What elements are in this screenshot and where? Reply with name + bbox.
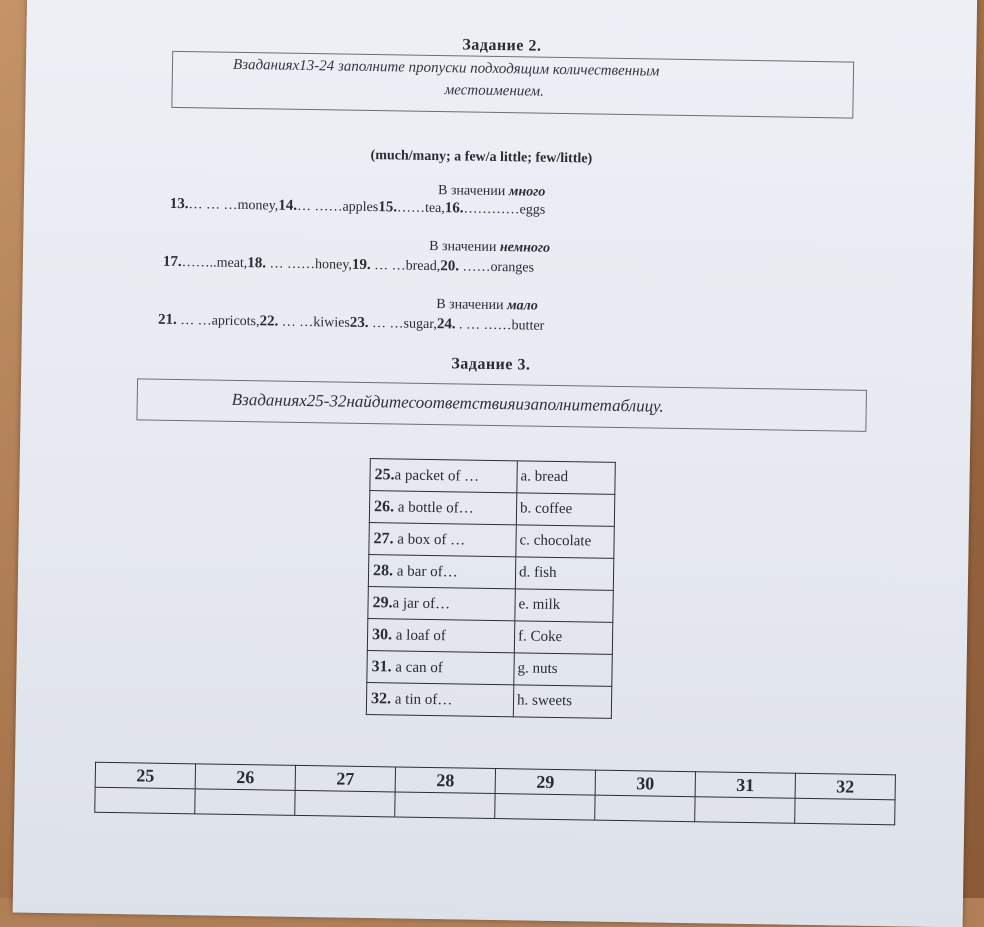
answer-blank[interactable]: … … …	[188, 197, 238, 213]
item-word: kiwies	[313, 315, 350, 331]
right-cell: c. chocolate	[516, 525, 614, 559]
right-cell: h. sweets	[513, 685, 611, 719]
answer-header: 26	[195, 764, 295, 791]
item-word: apples	[342, 199, 379, 216]
right-cell: d. fish	[515, 557, 613, 591]
answer-cell[interactable]	[695, 797, 795, 824]
answer-blank[interactable]: … …	[374, 258, 406, 274]
section-label-prefix: В значении	[437, 183, 506, 200]
left-cell	[368, 555, 515, 589]
task3-instruction: Взаданиях25-32найдитесоответствияизаполнитетаблицу.	[231, 389, 664, 416]
table-row	[366, 683, 611, 719]
right-cell: f. Coke	[514, 621, 612, 655]
answer-cell[interactable]	[395, 792, 495, 819]
item-word: tea,	[424, 200, 445, 217]
row-phrase: a tin of…	[390, 690, 453, 708]
section-label-much	[438, 183, 546, 201]
row-phrase: a bar of…	[392, 562, 458, 580]
table-row	[369, 491, 614, 527]
table-row	[370, 459, 615, 495]
item-number: 24.	[436, 316, 456, 333]
answer-blank[interactable]: . … ……	[458, 317, 512, 334]
answer-header: 32	[795, 773, 895, 800]
row-phrase: a bottle of…	[393, 498, 474, 517]
section-label-word: мало	[506, 298, 538, 314]
table-row	[368, 587, 613, 623]
row-phrase: a can of	[391, 658, 443, 676]
worksheet-page	[13, 0, 978, 927]
task3-instruction-box	[136, 378, 867, 431]
answer-blank[interactable]: … …	[281, 314, 314, 331]
row-number: 28.	[372, 561, 394, 579]
left-cell	[366, 683, 513, 717]
task2-instruction-line2: местоимением.	[444, 82, 545, 100]
section-label-word: много	[508, 184, 546, 200]
row-number: 31.	[371, 657, 392, 675]
item-word: honey,	[314, 257, 353, 273]
task2-options: (much/many; a few/a little; few/little)	[370, 148, 593, 167]
item-word: butter	[511, 318, 545, 334]
item-word: bread,	[405, 258, 441, 275]
answer-blank[interactable]: … …	[180, 313, 212, 329]
item-number: 15.	[378, 199, 398, 216]
answer-header: 29	[495, 769, 595, 796]
item-number: 17.	[162, 253, 182, 271]
item-number: 18.	[247, 255, 267, 272]
row-number: 26.	[373, 497, 395, 515]
table-row	[368, 555, 613, 591]
row-number: 25.	[374, 465, 395, 483]
left-cell	[368, 587, 515, 621]
item-number: 13.	[169, 195, 189, 213]
answer-header: 25	[95, 762, 195, 789]
matching-table	[366, 458, 616, 719]
section-label-prefix: В значении	[429, 238, 497, 255]
task2-instruction-box	[171, 51, 854, 119]
answer-blank[interactable]: … …	[371, 316, 404, 332]
exercise-line-17-20	[163, 254, 534, 277]
left-cell	[369, 491, 516, 525]
item-word: apricots,	[211, 313, 260, 330]
row-phrase: a packet of …	[394, 466, 480, 485]
exercise-line-21-24	[158, 312, 545, 335]
task3-title: Задание 3.	[451, 355, 531, 374]
row-phrase: a loaf of	[391, 626, 446, 644]
left-cell	[367, 619, 514, 653]
item-word: meat,	[216, 255, 248, 272]
section-label-a-little	[429, 239, 550, 257]
row-number: 29.	[372, 593, 393, 611]
item-number: 23.	[349, 314, 369, 331]
answer-blank[interactable]: ……	[396, 200, 426, 216]
answer-header: 27	[295, 765, 395, 792]
answer-cell[interactable]	[195, 789, 295, 816]
item-word: eggs	[519, 202, 546, 218]
answer-cell[interactable]	[295, 790, 395, 817]
answer-cell[interactable]	[595, 795, 695, 822]
answer-blank[interactable]: … ……	[296, 198, 343, 215]
item-word: money,	[237, 197, 279, 214]
right-cell: b. coffee	[516, 493, 614, 527]
answer-blank[interactable]: ……	[462, 259, 491, 275]
item-number: 20.	[440, 258, 460, 275]
item-number: 14.	[278, 197, 298, 214]
row-number: 27.	[373, 529, 394, 547]
table-row	[367, 619, 612, 655]
row-phrase: a jar of…	[392, 594, 451, 612]
task2-title: Задание 2.	[462, 36, 542, 55]
section-label-prefix: В значении	[436, 297, 504, 314]
answer-blank[interactable]: ……..	[181, 255, 217, 271]
row-number: 30.	[371, 625, 393, 643]
table-row	[369, 523, 614, 559]
row-number: 32.	[370, 689, 392, 707]
answer-header: 28	[395, 767, 495, 794]
item-number: 16.	[444, 200, 464, 217]
left-cell	[367, 651, 514, 685]
left-cell	[370, 459, 517, 493]
left-cell	[369, 523, 516, 557]
row-phrase: a box of …	[393, 530, 466, 549]
answer-grid	[94, 762, 896, 826]
item-word: sugar,	[403, 316, 437, 333]
right-cell: a. bread	[517, 461, 615, 495]
answer-cell[interactable]	[95, 787, 195, 814]
answer-header: 31	[695, 772, 795, 799]
right-cell: g. nuts	[514, 653, 612, 687]
answer-cell[interactable]	[795, 798, 895, 825]
answer-blank[interactable]: …………	[463, 201, 520, 218]
section-label-few	[436, 297, 538, 315]
table-row	[367, 651, 612, 687]
answer-cell[interactable]	[495, 794, 595, 821]
section-label-word: немного	[499, 240, 551, 256]
item-number: 22.	[259, 313, 279, 330]
task2-instruction-line1: Взаданиях13-24 заполните пропуски подходящим количественным	[232, 56, 660, 80]
right-cell: e. milk	[515, 589, 613, 623]
item-word: oranges	[490, 259, 535, 276]
answer-header: 30	[595, 770, 695, 797]
item-number: 19.	[351, 256, 371, 274]
answer-blank[interactable]: … ……	[269, 256, 316, 273]
item-number: 21.	[157, 311, 177, 328]
